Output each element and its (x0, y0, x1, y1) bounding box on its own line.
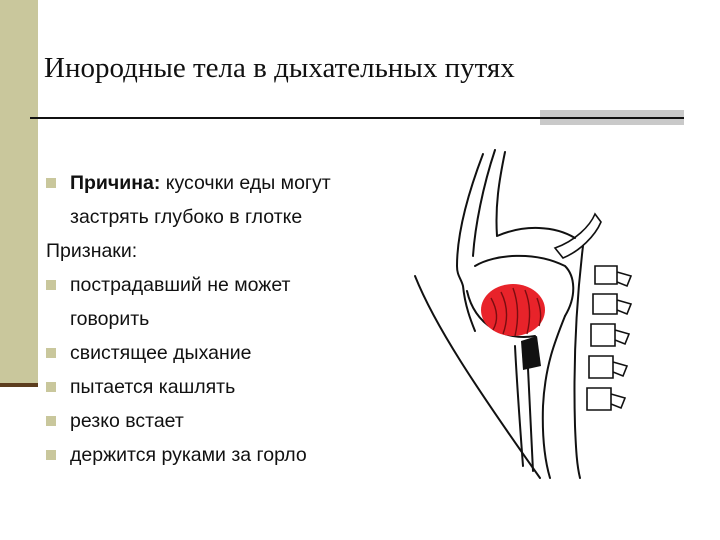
pharynx-back-wall (574, 246, 583, 478)
nasal-cavity-outline (496, 152, 575, 238)
skull-base-line (473, 150, 495, 256)
cause-text: кусочки еды могут (160, 172, 331, 194)
square-bullet-icon (46, 178, 56, 188)
square-bullet-icon (46, 450, 56, 460)
epiglottis-dark-shape (521, 336, 541, 370)
square-bullet-icon (46, 348, 56, 358)
left-accent-bar (0, 0, 38, 383)
slide-title: Инородные тела в дыхательных путях (44, 52, 515, 84)
square-bullet-icon (46, 382, 56, 392)
cause-label: Причина: (70, 172, 161, 194)
cervical-vertebrae (587, 266, 631, 410)
cause-item (46, 166, 416, 234)
sign-text: резко встает (70, 410, 184, 432)
sign-item (46, 336, 416, 370)
signs-heading: Признаки: (46, 240, 138, 262)
sign-text: пытается кашлять (70, 376, 236, 398)
pharynx-front-wall (543, 316, 565, 478)
left-accent-bar-tail (0, 383, 38, 387)
sign-item (46, 404, 416, 438)
square-bullet-icon (46, 416, 56, 426)
sign-text: свистящее дыхание (70, 342, 252, 364)
sign-text: держится руками за горло (70, 444, 307, 466)
airway-cross-section-illustration (405, 126, 685, 484)
title-rule (30, 117, 684, 119)
face-profile-outline (457, 154, 483, 331)
sign-text-continued: говорить (70, 308, 150, 330)
slide-body (46, 166, 416, 472)
sign-item (46, 370, 416, 404)
sign-item (46, 438, 416, 472)
sign-item (46, 268, 416, 336)
cause-text-continued: застрять глубоко в глотке (70, 206, 303, 228)
sign-text: пострадавший не может (70, 274, 291, 296)
square-bullet-icon (46, 280, 56, 290)
occipital-outline (555, 214, 601, 258)
obstruction-food-piece (481, 284, 545, 336)
